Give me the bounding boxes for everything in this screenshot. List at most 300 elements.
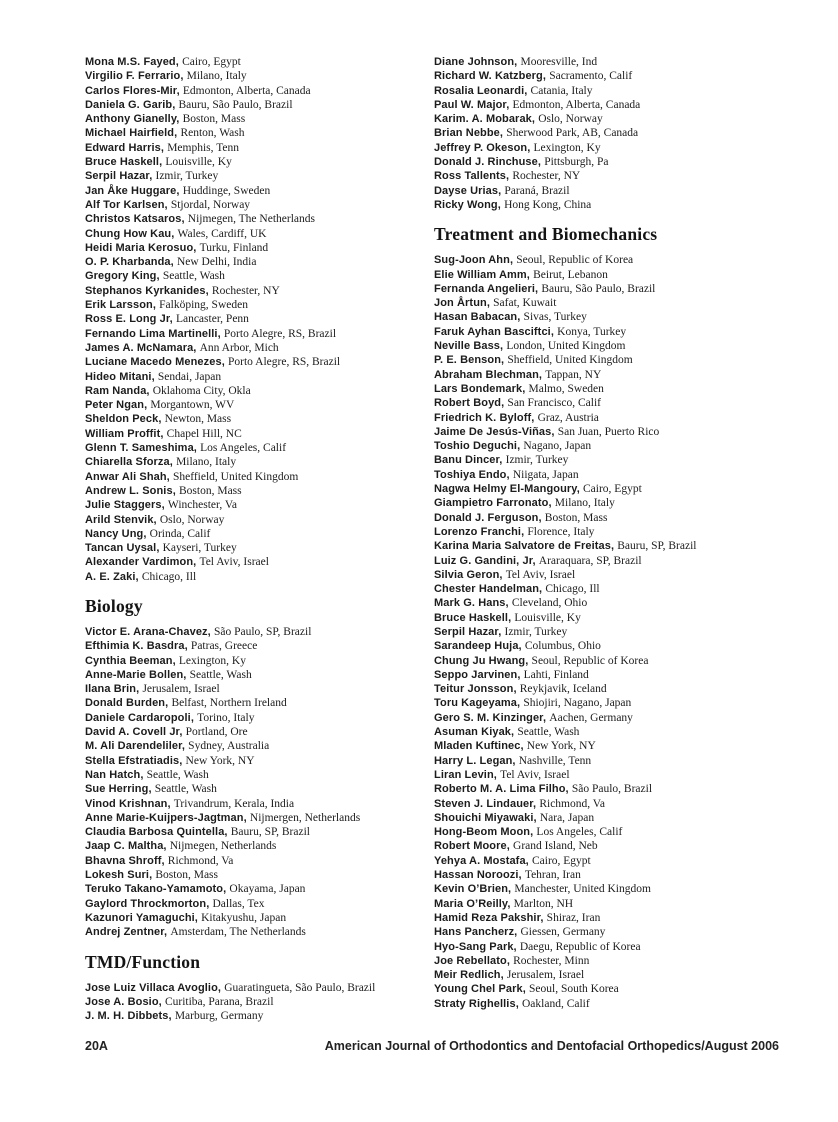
reviewer-location: Boston, Mass [155,869,218,882]
reviewer-name: Hong-Beom Moon , [434,826,536,838]
reviewer-location: Cairo, Egypt [531,854,591,867]
reviewer-location: Seattle, Wash [154,783,217,796]
reviewer-entry [434,911,783,925]
reviewer-location: Seoul, Republic of Korea [531,654,649,667]
reviewer-location: Nagano, Japan [523,440,592,453]
reviewer-name: A. E. Zaki , [85,571,142,583]
reviewer-name: Ram Nanda , [85,385,153,397]
reviewer-entry [85,513,434,527]
reviewer-entry [85,839,434,853]
reviewer-entry [434,368,783,382]
reviewer-list-biology [85,625,434,940]
reviewer-location: New York, NY [185,754,255,767]
reviewer-name: Arild Stenvik , [85,514,160,526]
reviewer-location: Porto Alegre, RS, Brazil [228,356,341,369]
reviewer-location: Safat, Kuwait [493,297,557,310]
reviewer-location: Grand Island, Neb [513,840,598,853]
reviewer-name: Hassan Noroozi , [434,869,525,881]
reviewer-entry [434,69,783,83]
reviewer-entry [434,968,783,982]
reviewer-location: Oslo, Norway [538,113,603,126]
reviewer-entry [85,527,434,541]
reviewer-location: Paraná, Brazil [504,184,570,197]
reviewer-location: Nijmergen, Netherlands [249,811,361,824]
reviewer-location: New Delhi, India [176,256,257,269]
reviewer-name: Diane Johnson , [434,56,520,68]
reviewer-entry [434,654,783,668]
reviewer-name: Jose Luiz Villaca Avoglio , [85,982,224,994]
reviewer-entry [434,625,783,639]
reviewer-location: Memphis, Tenn [167,141,240,154]
reviewer-list-continued-right [434,55,783,212]
reviewer-name: Jeffrey P. Okeson , [434,142,534,154]
reviewer-entry [85,184,434,198]
reviewer-entry [434,739,783,753]
reviewer-name: Bruce Haskell , [85,156,165,168]
reviewer-location: Bauru, São Paulo, Brazil [178,98,293,111]
reviewer-name: Stephanos Kyrkanides , [85,285,212,297]
reviewer-name: Jose A. Bosio , [85,996,165,1008]
reviewer-entry [434,982,783,996]
reviewer-name: Erik Larsson , [85,299,159,311]
reviewer-entry [85,668,434,682]
reviewer-location: Porto Alegre, RS, Brazil [223,327,337,340]
reviewer-name: Serpil Hazar , [434,626,505,638]
reviewer-name: Nagwa Helmy El-Mangoury , [434,483,583,495]
reviewer-name: Joe Rebellato , [434,955,513,967]
reviewer-location: Sheffield, United Kingdom [507,354,633,367]
reviewer-name: Luciane Macedo Menezes , [85,356,228,368]
reviewer-entry [85,341,434,355]
reviewer-name: Chiarella Sforza , [85,456,176,468]
reviewer-entry [85,682,434,696]
reviewer-name: Daniele Cardaropoli , [85,712,197,724]
reviewer-location: Nijmegen, Netherlands [169,840,277,853]
reviewer-entry [85,470,434,484]
reviewer-location: Renton, Wash [180,127,245,140]
reviewer-entry [434,897,783,911]
reviewer-name: Gero S. M. Kinzinger , [434,712,549,724]
reviewer-location: Amsterdam, The Netherlands [170,926,306,939]
reviewer-name: Victor E. Arana-Chavez , [85,626,214,638]
reviewer-name: Elie William Amm , [434,269,533,281]
reviewer-name: Anwar Ali Shah , [85,471,173,483]
reviewer-name: Chung How Kau , [85,228,178,240]
reviewer-entry [85,825,434,839]
reviewer-name: Anne-Marie Bollen , [85,669,190,681]
reviewer-entry [434,198,783,212]
reviewer-name: Chung Ju Hwang , [434,655,532,667]
reviewer-location: Winchester, Va [167,499,238,512]
reviewer-location: Milano, Italy [186,70,247,83]
reviewer-entry [434,811,783,825]
reviewer-name: Mona M.S. Fayed , [85,56,182,68]
reviewer-location: Lancaster, Penn [175,313,249,326]
reviewer-name: Maria O’Reilly , [434,898,514,910]
reviewer-location: Rochester, Minn [513,954,590,967]
reviewer-location: Falköping, Sweden [159,299,248,312]
reviewer-name: Teitur Jonsson , [434,683,520,695]
reviewer-location: Los Angeles, Calif [200,442,287,455]
reviewer-entry [434,396,783,410]
reviewer-name: Richard W. Katzberg , [434,70,549,82]
reviewer-entry [434,954,783,968]
reviewer-name: Sue Herring , [85,783,155,795]
reviewer-name: Chester Handelman , [434,583,545,595]
reviewer-name: Luiz G. Gandini, Jr , [434,555,539,567]
reviewer-location: Tehran, Iran [524,869,581,882]
reviewer-name: Gaylord Throckmorton , [85,898,213,910]
reviewer-name: P. E. Benson , [434,354,507,366]
reviewer-location: Oklahoma City, Okla [152,384,251,397]
reviewer-name: Seppo Jarvinen , [434,669,524,681]
reviewer-entry [85,768,434,782]
reviewer-name: Fernando Lima Martinelli , [85,328,224,340]
reviewer-name: Hideo Mitani , [85,371,158,383]
reviewer-entry [434,754,783,768]
reviewer-location: Hong Kong, China [504,198,592,211]
reviewer-location: Catania, Italy [530,84,593,97]
reviewer-entry [85,255,434,269]
reviewer-entry [434,568,783,582]
reviewer-name: Efthimia K. Basdra , [85,640,191,652]
reviewer-name: Silvia Geron , [434,569,506,581]
reviewer-entry [85,169,434,183]
reviewer-location: Boston, Mass [179,484,242,497]
reviewer-name: Anne Marie-Kuijpers-Jagtman , [85,812,250,824]
reviewer-name: Lars Bondemark , [434,383,529,395]
reviewer-location: Tel Aviv, Israel [505,568,576,581]
reviewer-entry [434,825,783,839]
reviewer-entry [434,84,783,98]
reviewer-name: O. P. Kharbanda , [85,256,177,268]
reviewer-name: Alexander Vardimon , [85,556,199,568]
reviewer-entry [434,539,783,553]
reviewer-entry [434,668,783,682]
reviewer-entry [85,911,434,925]
reviewer-name: Toshio Deguchi , [434,440,523,452]
reviewer-location: Mooresville, Ind [520,56,598,68]
reviewer-entry [85,427,434,441]
reviewer-location: Seattle, Wash [162,270,225,283]
reviewer-name: Cynthia Beeman , [85,655,179,667]
reviewer-location: Sacramento, Calif [549,70,633,83]
reviewer-location: Milano, Italy [554,497,615,510]
reviewer-location: Rochester, NY [211,284,280,297]
reviewer-name: James A. McNamara , [85,342,200,354]
reviewer-name: Gregory King , [85,270,163,282]
reviewer-name: Tancan Uysal , [85,542,163,554]
reviewer-location: Seattle, Wash [517,726,580,739]
reviewer-location: Cairo, Egypt [182,56,241,68]
reviewer-entry [434,310,783,324]
reviewer-name: Giampietro Farronato , [434,497,555,509]
reviewer-list-continued-left [85,55,434,584]
reviewer-name: Donald J. Ferguson , [434,512,545,524]
reviewer-entry [85,484,434,498]
reviewer-entry [85,155,434,169]
reviewer-location: Ann Arbor, Mich [199,341,279,354]
reviewer-location: Edmonton, Alberta, Canada [182,84,311,97]
reviewer-entry [85,241,434,255]
reviewer-entry [85,269,434,283]
reviewer-location: Shiraz, Iran [546,911,601,924]
reviewer-location: Lahti, Finland [523,668,589,681]
reviewer-name: Kevin O’Brien , [434,883,514,895]
reviewer-location: Sheffield, United Kingdom [172,470,299,483]
reviewer-name: Christos Katsaros , [85,213,188,225]
reviewer-name: Michael Hairfield , [85,127,180,139]
reviewer-location: Trivandrum, Kerala, India [173,797,295,810]
reviewer-entry [434,169,783,183]
reviewer-entry [85,455,434,469]
reviewer-name: Hans Pancherz , [434,926,520,938]
reviewer-entry [434,253,783,267]
reviewer-name: Dayse Urias , [434,185,504,197]
section-heading-tmd-function: TMD/Function [85,951,201,972]
section-heading-treatment-and-biomechanics: Treatment and Biomechanics [434,224,658,245]
reviewer-entry [85,639,434,653]
reviewer-location: Lexington, Ky [178,654,246,667]
reviewer-location: Izmir, Turkey [504,625,568,638]
reviewer-name: Virgilio F. Ferrario , [85,70,187,82]
reviewer-name: Donald Burden , [85,697,171,709]
reviewer-location: Chicago, Ill [545,583,600,596]
reviewer-name: Nan Hatch , [85,769,147,781]
reviewer-location: Graz, Austria [537,411,599,424]
reviewer-location: Orinda, Calif [149,527,211,540]
reviewer-name: Nancy Ung , [85,528,150,540]
reviewer-location: Izmir, Turkey [155,170,219,183]
reviewer-name: Jon Årtun , [434,297,493,309]
reviewer-entry [434,425,783,439]
reviewer-entry [434,382,783,396]
reviewer-name: Brian Nebbe , [434,127,506,139]
reviewer-entry [434,797,783,811]
reviewer-location: Richmond, Va [167,854,234,867]
reviewer-name: Carlos Flores-Mir , [85,85,183,97]
reviewer-location: Tel Aviv, Israel [500,768,570,781]
reviewer-entry [85,498,434,512]
reviewer-location: Florence, Italy [527,525,595,538]
reviewer-entry [85,1009,434,1023]
reviewer-location: Los Angeles, Calif [536,826,623,839]
reviewer-name: Karim. A. Mobarak , [434,113,538,125]
reviewer-entry [434,325,783,339]
reviewer-entry [434,141,783,155]
reviewer-entry [434,854,783,868]
reviewer-entry [434,453,783,467]
reviewer-location: Richmond, Va [539,797,605,810]
reviewer-name: Hyo-Sang Park , [434,941,520,953]
reviewer-list-treatment-and-biomechanics [434,253,783,1011]
reviewer-location: Oslo, Norway [159,513,225,526]
reviewer-entry [434,511,783,525]
reviewer-entry [85,797,434,811]
reviewer-name: William Proffit , [85,428,167,440]
reviewer-name: J. M. H. Dibbets , [85,1010,175,1022]
reviewer-name: Julie Staggers , [85,499,168,511]
reviewer-location: Milano, Italy [176,456,237,469]
reviewer-entry [434,525,783,539]
reviewer-name: Faruk Ayhan Basciftci , [434,326,557,338]
reviewer-location: Jerusalem, Israel [506,969,585,982]
reviewer-location: Guaratingueta, São Paulo, Brazil [224,981,376,994]
reviewer-location: Izmir, Turkey [505,454,569,467]
reviewer-entry [85,725,434,739]
reviewer-name: Mladen Kuftinec , [434,740,527,752]
reviewer-location: Nijmegen, The Netherlands [187,213,315,226]
reviewer-name: Paul W. Major , [434,99,513,111]
reviewer-entry [434,268,783,282]
reviewer-name: Serpil Hazar , [85,170,156,182]
reviewer-name: Bruce Haskell , [434,612,514,624]
reviewer-name: Claudia Barbosa Quintella , [85,826,231,838]
reviewer-location: Giessen, Germany [520,926,606,939]
reviewer-entry [434,582,783,596]
reviewer-location: Lexington, Ky [533,141,601,154]
reviewer-entry [85,625,434,639]
reviewer-entry [434,940,783,954]
reviewer-location: Sivas, Turkey [523,311,587,324]
reviewer-location: San Juan, Puerto Rico [557,425,660,438]
reviewer-entry [434,639,783,653]
reviewer-name: Banu Dincer , [434,454,506,466]
reviewer-name: Jaime De Jesús-Viñas , [434,426,558,438]
reviewer-entry [434,482,783,496]
reviewer-location: Seoul, Republic of Korea [516,254,634,267]
reviewer-location: Tel Aviv, Israel [199,556,269,569]
reviewer-location: Cleveland, Ohio [511,597,588,610]
reviewer-location: Konya, Turkey [557,325,627,338]
reviewer-entry [85,370,434,384]
reviewer-name: Glenn T. Sameshima , [85,442,200,454]
reviewer-location: Okayama, Japan [229,883,306,896]
reviewer-entry [434,725,783,739]
reviewer-location: Bauru, São Paulo, Brazil [541,282,656,295]
reviewer-location: Stjordal, Norway [170,198,251,211]
reviewer-name: Heidi Maria Kerosuo , [85,242,200,254]
left-column [85,55,434,1023]
reviewer-entry [85,284,434,298]
reviewer-entry [85,384,434,398]
reviewer-entry [85,882,434,896]
reviewer-location: Curitiba, Parana, Brazil [164,995,274,1008]
reviewer-name: Toru Kageyama , [434,697,523,709]
reviewer-name: Jan Åke Huggare , [85,185,183,197]
reviewer-location: Chapel Hill, NC [166,427,242,440]
reviewer-location: São Paulo, SP, Brazil [213,625,312,638]
reviewer-name: Ilana Brin , [85,683,142,695]
reviewer-name: Bhavna Shroff , [85,855,168,867]
reviewer-name: Lokesh Suri , [85,869,155,881]
reviewer-entry [85,925,434,939]
reviewer-name: David A. Covell Jr , [85,726,186,738]
reviewer-entry [85,995,434,1009]
reviewer-location: Sydney, Australia [188,740,270,753]
reviewer-location: Pittsburgh, Pa [544,156,609,169]
reviewer-location: Portland, Ore [185,726,248,739]
reviewer-name: Andrew L. Sonis , [85,485,179,497]
reviewer-location: Boston, Mass [182,113,246,126]
reviewer-location: São Paulo, Brazil [571,783,653,796]
reviewer-entry [85,212,434,226]
reviewer-name: M. Ali Darendeliler , [85,740,188,752]
reviewer-entry [85,55,434,69]
reviewer-entry [434,439,783,453]
reviewer-entry [85,412,434,426]
reviewer-name: Neville Bass , [434,340,506,352]
reviewer-entry [85,754,434,768]
reviewer-entry [85,69,434,83]
page-footer [85,1039,779,1053]
reviewer-entry [85,227,434,241]
reviewer-name: Yehya A. Mostafa , [434,855,532,867]
section-heading-biology: Biology [85,595,143,616]
reviewer-entry [85,398,434,412]
reviewer-location: Belfast, Northern Ireland [171,697,287,710]
reviewer-entry [434,868,783,882]
reviewer-entry [85,811,434,825]
reviewer-name: Jaap C. Maltha , [85,840,170,852]
reviewer-location: Boston, Mass [544,511,608,524]
reviewer-name: Fernanda Angelieri , [434,283,541,295]
reviewer-location: Niigata, Japan [512,468,579,481]
reviewer-columns [85,55,783,1023]
reviewer-location: Marburg, Germany [174,1010,264,1023]
reviewer-name: Rosalia Leonardi , [434,85,531,97]
reviewer-entry [434,882,783,896]
reviewer-name: Asuman Kiyak , [434,726,517,738]
reviewer-location: Marlton, NH [513,897,574,910]
reviewer-name: Mark G. Hans , [434,597,512,609]
reviewer-name: Friedrich K. Byloff , [434,412,538,424]
reviewer-name: Ross Tallents , [434,170,512,182]
reviewer-entry [434,696,783,710]
reviewer-name: Sheldon Peck , [85,413,165,425]
reviewer-entry [85,112,434,126]
right-column [434,55,783,1023]
reviewer-location: London, United Kingdom [506,340,626,353]
reviewer-name: Toshiya Endo , [434,469,513,481]
reviewer-entry [434,296,783,310]
reviewer-location: Torino, Italy [197,711,255,724]
journal-citation: American Journal of Orthodontics and Dentofacial Orthopedics/August 2006 [324,1039,779,1053]
reviewer-entry [85,355,434,369]
reviewer-entry [85,570,434,584]
reviewer-entry [85,897,434,911]
reviewer-name: Kazunori Yamaguchi , [85,912,201,924]
reviewer-location: Malmo, Sweden [528,382,604,395]
reviewer-name: Edward Harris , [85,142,167,154]
reviewer-entry [85,696,434,710]
reviewer-entry [85,84,434,98]
reviewer-entry [85,327,434,341]
reviewer-location: Louisville, Ky [514,611,581,624]
reviewer-location: Reykjavik, Iceland [519,683,607,696]
reviewer-entry [434,126,783,140]
reviewer-name: Abraham Blechman , [434,369,545,381]
reviewer-location: Bauru, SP, Brazil [617,540,697,553]
reviewer-name: Hasan Babacan , [434,311,524,323]
reviewer-entry [434,468,783,482]
reviewer-location: Turku, Finland [199,241,269,254]
reviewer-location: Beirut, Lebanon [533,268,608,281]
reviewer-entry [85,441,434,455]
reviewer-location: New York, NY [526,740,596,753]
reviewer-name: Straty Righellis , [434,998,522,1010]
reviewer-entry [434,339,783,353]
